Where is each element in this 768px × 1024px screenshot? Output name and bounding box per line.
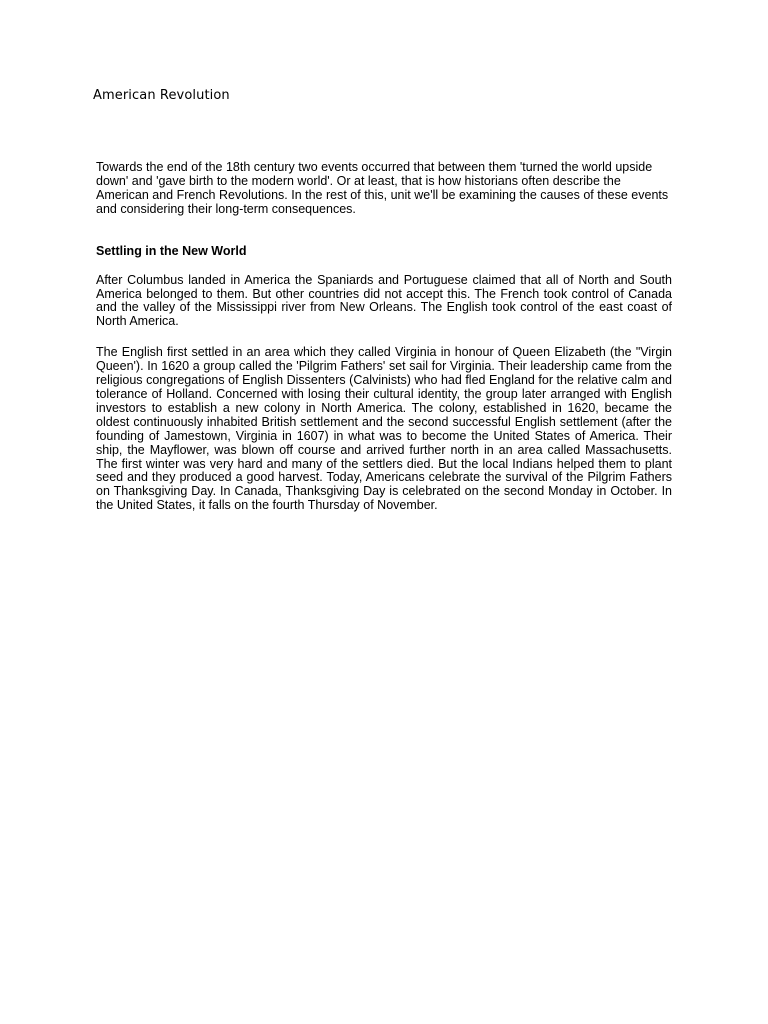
document-body <box>96 161 672 513</box>
section-heading: Settling in the New World <box>96 243 247 258</box>
body-paragraph: After Columbus landed in America the Spaniards and Portuguese claimed that all of North and South America belonged to them. But other countries did not accept this. The French took control of Canada and the valley of the Mississippi river from New Orleans. The English took control of the east coast of North America. <box>96 272 672 329</box>
intro-paragraph: Towards the end of the 18th century two events occurred that between them 'turned the world upside down' and 'gave birth to the modern world'. Or at least, that is how historians often describe the American and French Revolutions. In the rest of this, unit we'll be examining the causes of these events and considering their long-term consequences. <box>96 160 669 216</box>
document-title: American Revolution <box>93 88 230 103</box>
body-paragraph: The English first settled in an area which they called Virginia in honour of Queen Elizabeth (the "Virgin Queen'). In 1620 a group called the 'Pilgrim Fathers' set sail for Virginia. Their leadership came from the religious congregations of English Dissenters (Calvinists) who had fled England for the relative calm and tolerance of Holland. Concerned with losing their cultural identity, the group later arranged with English investors to establish a new colony in North America. The colony, established in 1620, became the oldest continuously inhabited British settlement and the second successful English settlement (after the founding of Jamestown, Virginia in 1607) in what was to become the United States of America. Their ship, the Mayflower, was blown off course and arrived further north in an area called Massachusetts. The first winter was very hard and many of the settlers died. But the local Indians helped them to plant seed and they produced a good harvest. Today, Americans celebrate the survival of the Pilgrim Fathers on Thanksgiving Day. In Canada, Thanksgiving Day is celebrated on the second Monday in October. In the United States, it falls on the fourth Thursday of November. <box>96 345 672 513</box>
